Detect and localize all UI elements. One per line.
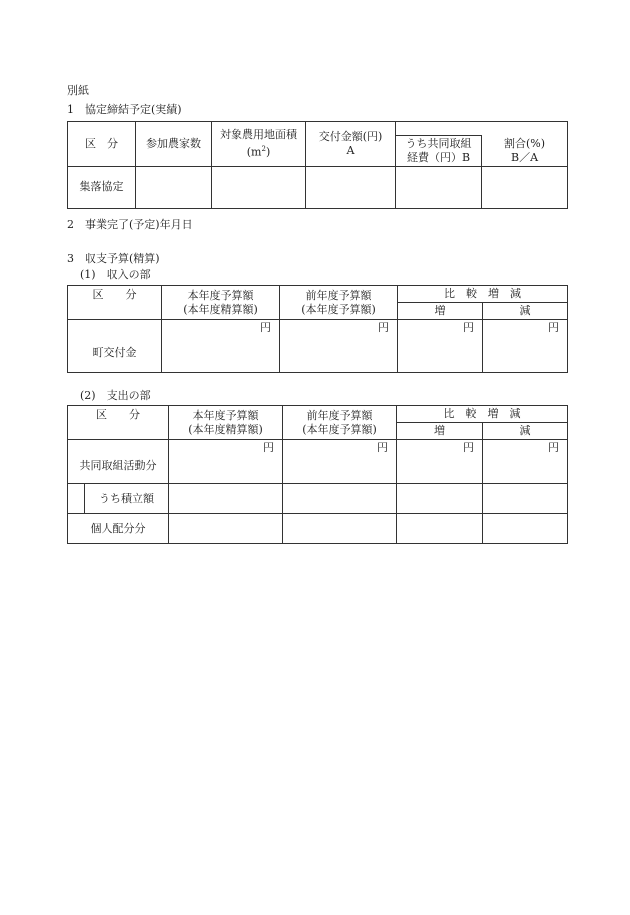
section-2-title: 2 事業完了(予定)年月日 — [67, 218, 193, 231]
expense-table — [67, 405, 568, 544]
cell-reserve-previous — [283, 484, 397, 514]
header-grant-label: 交付金額(円) — [318, 129, 383, 143]
unit-close: ) — [265, 145, 271, 159]
header-ratio — [482, 136, 568, 166]
header-kubun: 区 分 — [68, 122, 136, 167]
subsection-expense-title: (2) 支出の部 — [80, 389, 151, 402]
header-current — [169, 406, 283, 440]
section-1-title: 1 協定締結予定(実績) — [67, 103, 182, 116]
row-label-individual: 個人配分分 — [68, 514, 169, 544]
cell-yen-previous: 円 — [283, 440, 397, 484]
cell-yen-decrease: 円 — [483, 440, 568, 484]
indent-spacer — [68, 484, 85, 514]
cell-yen-current: 円 — [169, 440, 283, 484]
cell-yen-increase: 円 — [398, 320, 483, 373]
header-joint-line2: 経費（円）B — [406, 150, 471, 164]
header-current-line1: 本年度予算額 — [192, 408, 259, 422]
header-current-line2: (本年度精算額) — [183, 302, 258, 316]
header-comparison: 比 較 増 減 — [397, 406, 568, 423]
header-farmers: 参加農家数 — [136, 122, 212, 167]
header-area-unit — [212, 142, 305, 160]
header-ratio-top — [482, 122, 568, 136]
header-current-line1: 本年度予算額 — [187, 288, 254, 302]
header-kubun: 区 分 — [68, 406, 169, 440]
cell-yen-decrease: 円 — [483, 320, 568, 373]
header-joint-line1: うち共同取組 — [405, 136, 472, 150]
header-previous-line1: 前年度予算額 — [305, 288, 372, 302]
cell-area — [212, 166, 306, 209]
cell-grant — [306, 166, 396, 209]
header-increase: 増 — [398, 303, 483, 320]
subsection-income-title: (1) 収入の部 — [80, 268, 151, 281]
header-previous-line1: 前年度予算額 — [306, 408, 373, 422]
cell-individual-previous — [283, 514, 397, 544]
header-ratio-symbol: B／A — [510, 150, 539, 164]
section-3-title: 3 収支予算(精算) — [67, 252, 160, 265]
cell-yen-previous: 円 — [280, 320, 398, 373]
header-decrease: 減 — [483, 303, 568, 320]
unit-open: (m — [246, 145, 262, 159]
cell-reserve-decrease — [483, 484, 568, 514]
header-previous-line2: (本年度予算額) — [302, 422, 377, 436]
header-previous — [283, 406, 397, 440]
cell-individual-current — [169, 514, 283, 544]
header-joint-top — [396, 122, 482, 136]
cell-reserve-current — [169, 484, 283, 514]
cell-reserve-increase — [397, 484, 483, 514]
header-area-label: 対象農用地面積 — [220, 127, 297, 141]
agreement-table — [67, 121, 568, 209]
header-ratio-label: 割合(%) — [503, 136, 546, 150]
header-current — [162, 286, 280, 320]
cell-yen-current: 円 — [162, 320, 280, 373]
header-current-line2: (本年度精算額) — [188, 422, 263, 436]
cell-yen-increase: 円 — [397, 440, 483, 484]
header-joint — [396, 136, 482, 166]
header-comparison: 比 較 増 減 — [398, 286, 568, 303]
row-label-reserve: うち積立額 — [85, 484, 169, 514]
header-grant — [306, 122, 396, 167]
cell-ratio — [482, 166, 568, 209]
unit-sup: 2 — [261, 144, 266, 153]
income-table — [67, 285, 568, 373]
header-decrease: 減 — [483, 423, 568, 440]
row-label-joint-activity: 共同取組活動分 — [68, 440, 169, 484]
annex-label: 別紙 — [67, 84, 89, 97]
cell-joint — [396, 166, 482, 209]
header-area — [212, 122, 306, 167]
cell-farmers — [136, 166, 212, 209]
cell-individual-decrease — [483, 514, 568, 544]
header-kubun: 区 分 — [68, 286, 162, 320]
row-label-shuraku: 集落協定 — [68, 166, 136, 209]
header-previous — [280, 286, 398, 320]
cell-individual-increase — [397, 514, 483, 544]
header-grant-symbol: A — [346, 143, 355, 157]
row-label-town-grant: 町交付金 — [68, 320, 162, 373]
header-previous-line2: (本年度予算額) — [301, 302, 376, 316]
header-increase: 増 — [397, 423, 483, 440]
